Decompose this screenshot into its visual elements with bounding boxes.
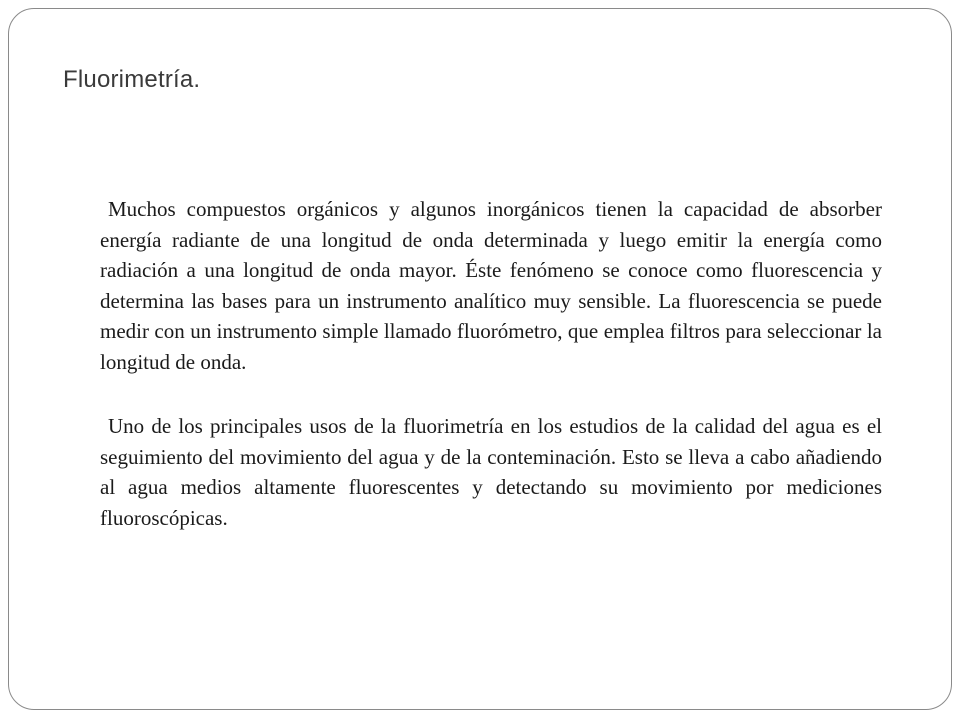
slide-title: Fluorimetría. <box>63 66 201 93</box>
slide-body <box>100 194 882 567</box>
body-paragraph-2: Uno de los principales usos de la fluorimetría en los estudios de la calidad del agua es el seguimiento del movimiento del agua y de la conteminación. Esto se lleva a cabo añadiendo al agua medios altamente fluorescentes y detectando su movimiento por mediciones fluoroscópicas. <box>100 414 882 530</box>
body-paragraph-1: Muchos compuestos orgánicos y algunos inorgánicos tienen la capacidad de absorber energía radiante de una longitud de onda determinada y luego emitir la energía como radiación a una longitud de onda mayor. Éste fenómeno se conoce como fluorescencia y determina las bases para un instrumento analítico muy sensible. La fluorescencia se puede medir con un instrumento simple llamado fluorómetro, que emplea filtros para seleccionar la longitud de onda. <box>100 197 882 374</box>
